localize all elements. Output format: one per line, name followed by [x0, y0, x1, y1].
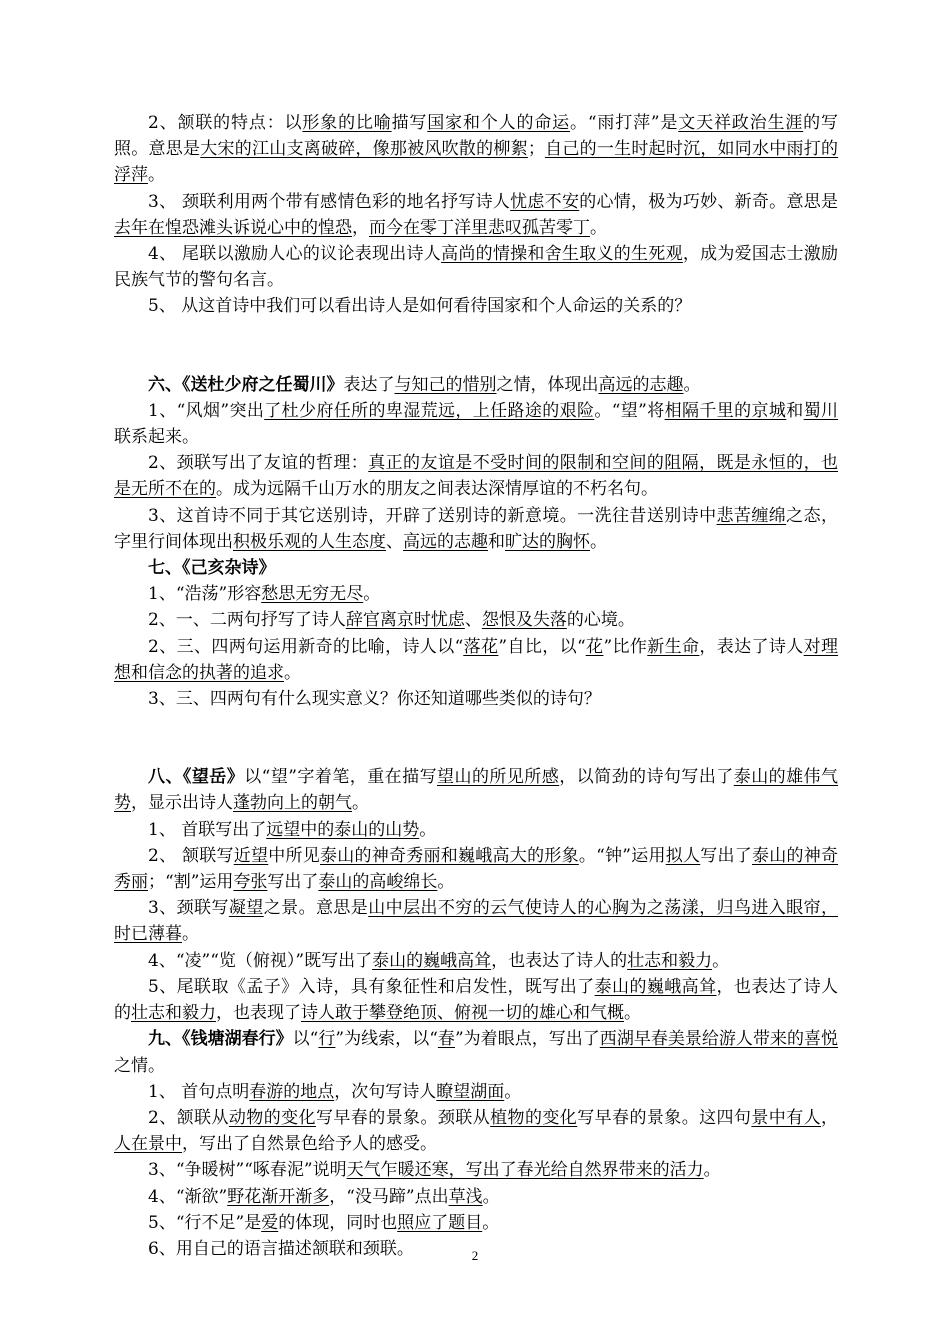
text-run: 3、这首诗不同于其它送别诗，开辟了送别诗的新意境。一洗往昔送别诗中 — [148, 505, 717, 526]
text-run: ；“割”运用 — [148, 872, 234, 893]
text-run: 1、“浩荡”形容 — [148, 584, 262, 605]
underlined-answer: 文天祥政治生涯 — [678, 113, 804, 133]
text-run: 2、三、四两句运用新奇的比喻，诗人以“ — [148, 636, 464, 657]
underlined-answer: 景中有人 — [751, 1107, 822, 1128]
text-run: 1、 首联写出了 — [148, 819, 267, 840]
text-run: ，以简劲的诗句写出了 — [559, 767, 734, 788]
underlined-answer: 去年在惶恐滩头诉说心中的惶恐 — [114, 217, 352, 238]
text-run: 描写 — [391, 113, 428, 133]
text-run: 联系起来。 — [114, 427, 199, 448]
text-run: 。 — [182, 924, 199, 945]
underlined-answer: 真正的友谊是不受时间的限制和空间的阻隔，既是永恒的，也是无所不在的 — [114, 453, 838, 500]
note-paragraph — [114, 974, 838, 1026]
text-run: 。“雨打萍”是 — [570, 113, 679, 133]
underlined-answer: 近望 — [233, 845, 269, 866]
underlined-answer: 泰山的神奇秀丽和巍峨高大的形象 — [320, 845, 579, 866]
underlined-answer: 拟人 — [665, 845, 701, 866]
note-paragraph — [114, 503, 838, 555]
underlined-answer: 高尚的情操和舍生取义的生死观 — [441, 244, 683, 265]
underlined-answer: 了杜少府任所的卑湿荒远，上任路途的艰险 — [264, 400, 595, 421]
text-run: 4、“渐欲” — [148, 1186, 228, 1207]
section-summary — [344, 375, 701, 395]
text-run: ，次句写诗人 — [334, 1081, 437, 1102]
underlined-answer: 花 — [585, 636, 604, 657]
page-number: 2 — [471, 1248, 479, 1263]
underlined-answer: 而今在零丁洋里悲叹孤苦零丁 — [369, 217, 590, 238]
text-run: ， — [352, 217, 369, 238]
underlined-answer: 相隔千里的京城 — [664, 400, 787, 421]
underlined-answer: 国家和个人的命运 — [427, 113, 571, 133]
underlined-answer: 西湖早春美景给游人带来的喜悦 — [599, 1029, 839, 1050]
underlined-answer: 大宋的江山支离破碎，像那被风吹散的柳絮 — [200, 139, 528, 160]
text-run: 写出了 — [700, 845, 753, 866]
note-paragraph — [114, 607, 838, 633]
text-run: 。 — [504, 1081, 522, 1102]
section-heading — [114, 555, 838, 581]
text-run: ，表达了诗人 — [699, 636, 804, 657]
underlined-answer: 落花 — [463, 636, 499, 657]
text-run: ，“没马蹄”点出 — [329, 1186, 449, 1207]
text-run: 。 — [712, 950, 730, 971]
text-run: 6、用自己的语言描述颔联和颈联。 — [148, 1238, 414, 1259]
underlined-answer: 新生命 — [647, 636, 700, 657]
section-title: 七、《己亥杂诗》 — [148, 558, 276, 579]
underlined-answer: 泰山的巍峨高耸 — [372, 950, 492, 971]
text-run: ； — [527, 139, 545, 160]
underlined-answer: 积极乐观的人生态度 — [233, 531, 386, 552]
text-run: 。 — [590, 531, 607, 552]
text-run: 。 — [363, 584, 381, 605]
underlined-answer: 凝望 — [228, 898, 264, 919]
section-title: 九、《钱塘湖春行》 — [148, 1029, 293, 1050]
note-paragraph — [114, 293, 838, 319]
underlined-answer: 壮志和毅力 — [627, 950, 713, 971]
underlined-answer: 人在景中 — [114, 1134, 182, 1155]
text-run: 的体现，同时也 — [278, 1212, 398, 1233]
underlined-answer: 忧虑不安 — [510, 191, 580, 212]
underlined-answer: 愁思无穷无尽 — [261, 584, 364, 605]
text-run: 3、 颈联利用两个带有感情色彩的地名抒写诗人 — [148, 191, 511, 212]
text-run: ”为着眼点，写出了 — [454, 1029, 600, 1050]
underlined-answer: 山中层出不穷的云气使诗人的心胸为之荡漾，归鸟进入眼帘，时已薄暮 — [114, 898, 839, 945]
underlined-answer: 高远的志趣 — [403, 531, 488, 552]
text-run: 。 — [482, 1186, 500, 1207]
section-heading — [114, 764, 838, 816]
text-run: 3、颈联写 — [148, 898, 229, 919]
text-run: ”比作 — [603, 636, 648, 657]
section-heading — [114, 372, 838, 398]
underlined-answer: 爱 — [261, 1212, 279, 1233]
note-paragraph — [114, 110, 838, 189]
text-run: 的写照。意思是 — [114, 113, 839, 160]
underlined-answer: 泰山的神奇秀丽 — [114, 845, 839, 893]
text-run: 。 — [284, 662, 301, 683]
text-run: 。 — [683, 374, 701, 395]
text-run: 和 — [786, 400, 804, 421]
underlined-answer: 对理想和信念的执著的追求 — [114, 636, 839, 683]
underlined-answer: 夸张 — [233, 872, 268, 893]
section-heading — [114, 1026, 838, 1078]
underlined-answer: 高远的志趣 — [598, 374, 684, 395]
text-run: ，写出了自然景色给予人的感受。 — [182, 1134, 437, 1155]
underlined-answer: 蜀川 — [803, 400, 839, 421]
text-run: 的心情，极为巧妙、新奇。意思是 — [579, 191, 838, 212]
text-run: 以“望”字着笔，重在描写 — [244, 767, 438, 788]
text-run: ”自比，以“ — [498, 636, 586, 657]
text-run: 。 — [590, 217, 607, 238]
note-paragraph — [114, 241, 838, 293]
text-run: 以“ — [292, 1029, 319, 1050]
text-run: 2、颈联写出了友谊的哲理： — [148, 453, 369, 474]
note-paragraph — [114, 686, 838, 712]
note-paragraph — [114, 189, 838, 241]
underlined-answer: 泰山的雄伟气势 — [114, 767, 839, 814]
underlined-answer: 春游的地点 — [249, 1081, 335, 1102]
underlined-answer: 天气乍暖还寒，写出了春光给自然界带来的活力 — [346, 1160, 704, 1181]
text-run: 之景。意思是 — [263, 898, 369, 919]
note-paragraph — [114, 634, 838, 686]
underlined-answer: 自己的一生时起时沉，如同水中雨打的浮萍 — [114, 139, 839, 186]
text-run: 表达了 — [343, 374, 395, 395]
text-run: 。成为远隔千山万水的朋友之间表达深情厚谊的不朽名句。 — [216, 479, 658, 500]
underlined-answer: 植物的变化 — [490, 1107, 578, 1128]
text-run: 之态，字里行间体现出 — [114, 505, 839, 552]
note-paragraph — [114, 948, 838, 974]
text-run: 。 — [148, 165, 165, 186]
text-run: 之情，体现出 — [496, 374, 599, 395]
note-paragraph — [114, 398, 838, 450]
document-body — [114, 110, 838, 1262]
note-paragraph — [114, 817, 838, 843]
note-paragraph — [114, 581, 838, 607]
text-run: 。 — [703, 1160, 721, 1181]
text-run: ，显示出诗人 — [131, 793, 233, 814]
underlined-answer: 泰山的巍峨高耸 — [594, 976, 717, 997]
text-run: 5、尾联取《孟子》入诗，具有象征性和启发性，既写出了 — [148, 976, 595, 997]
text-run: 。 — [437, 872, 455, 893]
underlined-answer: 行 — [318, 1029, 336, 1050]
text-run: 3、“争暖树”“啄春泥”说明 — [148, 1160, 347, 1181]
text-run: 和 — [488, 531, 505, 552]
text-run: 1、 首句点明 — [148, 1081, 250, 1102]
section-title: 六、《送杜少府之任蜀川》 — [148, 374, 344, 395]
text-run: ，成为爱国志士激励民族气节的警句名言。 — [114, 244, 839, 291]
underlined-answer: 草浅 — [448, 1186, 483, 1207]
note-paragraph — [114, 843, 838, 895]
text-run: ，也表达了诗人的 — [491, 950, 628, 971]
note-paragraph — [114, 1157, 838, 1183]
text-run: 。 — [482, 1212, 500, 1233]
text-run: 2、颔联的特点：以 — [148, 113, 303, 133]
text-run: 。“望”将 — [594, 400, 665, 421]
text-run: 。 — [624, 1003, 641, 1024]
underlined-answer: 旷达的胸怀 — [505, 531, 590, 552]
text-run: ， — [821, 1107, 839, 1128]
section-title: 八、《望岳》 — [148, 767, 245, 788]
underlined-answer: 动物的变化 — [228, 1107, 316, 1128]
text-run: 4、 尾联以激励人心的议论表现出诗人 — [148, 244, 442, 265]
text-run: 2、 颔联写 — [148, 845, 234, 866]
underlined-answer: 怨恨及失落 — [481, 610, 567, 631]
underlined-answer: 悲苦缠绵 — [716, 505, 787, 526]
underlined-answer: 春 — [437, 1029, 455, 1050]
text-run: 、 — [464, 610, 482, 631]
note-paragraph — [114, 450, 838, 502]
text-run: 。 — [419, 819, 437, 840]
underlined-answer: 泰山的高峻绵长 — [318, 872, 438, 893]
underlined-answer: 野花渐开渐多 — [227, 1186, 330, 1207]
underlined-answer: 形象的比喻 — [302, 113, 392, 133]
text-run: 中所见 — [268, 845, 321, 866]
note-paragraph — [114, 895, 838, 947]
text-run: 。 — [352, 793, 369, 814]
underlined-answer: 辞官离京时忧虑 — [345, 610, 465, 631]
text-run: 。“钟”运用 — [578, 845, 666, 866]
note-paragraph — [114, 1105, 838, 1157]
section-gap — [114, 712, 838, 764]
text-run: 写早春的景象。颈联从 — [315, 1107, 491, 1128]
text-run: ”为线索，以“ — [335, 1029, 438, 1050]
underlined-answer: 壮志和毅力 — [131, 1003, 216, 1024]
text-run: ，也表现了 — [216, 1003, 301, 1024]
underlined-answer: 与知己的惜别 — [394, 374, 497, 395]
underlined-answer: 诗人敢于攀登绝顶、俯视一切的雄心和气概 — [301, 1003, 624, 1024]
note-paragraph — [114, 1210, 838, 1236]
text-run: 2、一、二两句抒写了诗人 — [148, 610, 346, 631]
text-run: 写早春的景象。这四句 — [577, 1107, 752, 1128]
text-run: 之情。 — [114, 1055, 165, 1076]
text-run: 的心境。 — [566, 610, 635, 631]
text-run: 5、“行不足”是 — [148, 1212, 262, 1233]
note-paragraph — [114, 1184, 838, 1210]
underlined-answer: 远望中的泰山的山势 — [266, 819, 420, 840]
underlined-answer: 瞭望湖面 — [436, 1081, 505, 1102]
underlined-answer: 照应了题目 — [397, 1212, 483, 1233]
note-paragraph — [114, 1079, 838, 1105]
text-run: 2、颔联从 — [148, 1107, 229, 1128]
section-gap — [114, 320, 838, 372]
text-run: 1、“风烟”突出 — [148, 400, 265, 421]
underlined-answer: 蓬勃向上的朝气 — [233, 793, 352, 814]
text-run: 5、 从这首诗中我们可以看出诗人是如何看待国家和个人命运的关系的？ — [148, 296, 692, 317]
text-run: 、 — [386, 531, 403, 552]
underlined-answer: 望山的所见所感 — [437, 767, 560, 788]
text-run: 写出了 — [267, 872, 319, 893]
text-run: 4、“凌”“览（俯视）”既写出了 — [148, 950, 373, 971]
text-run: ，也表达了诗人的 — [114, 976, 839, 1024]
text-run: 3、三、四两句有什么现实意义？你还知道哪些类似的诗句？ — [148, 689, 601, 710]
